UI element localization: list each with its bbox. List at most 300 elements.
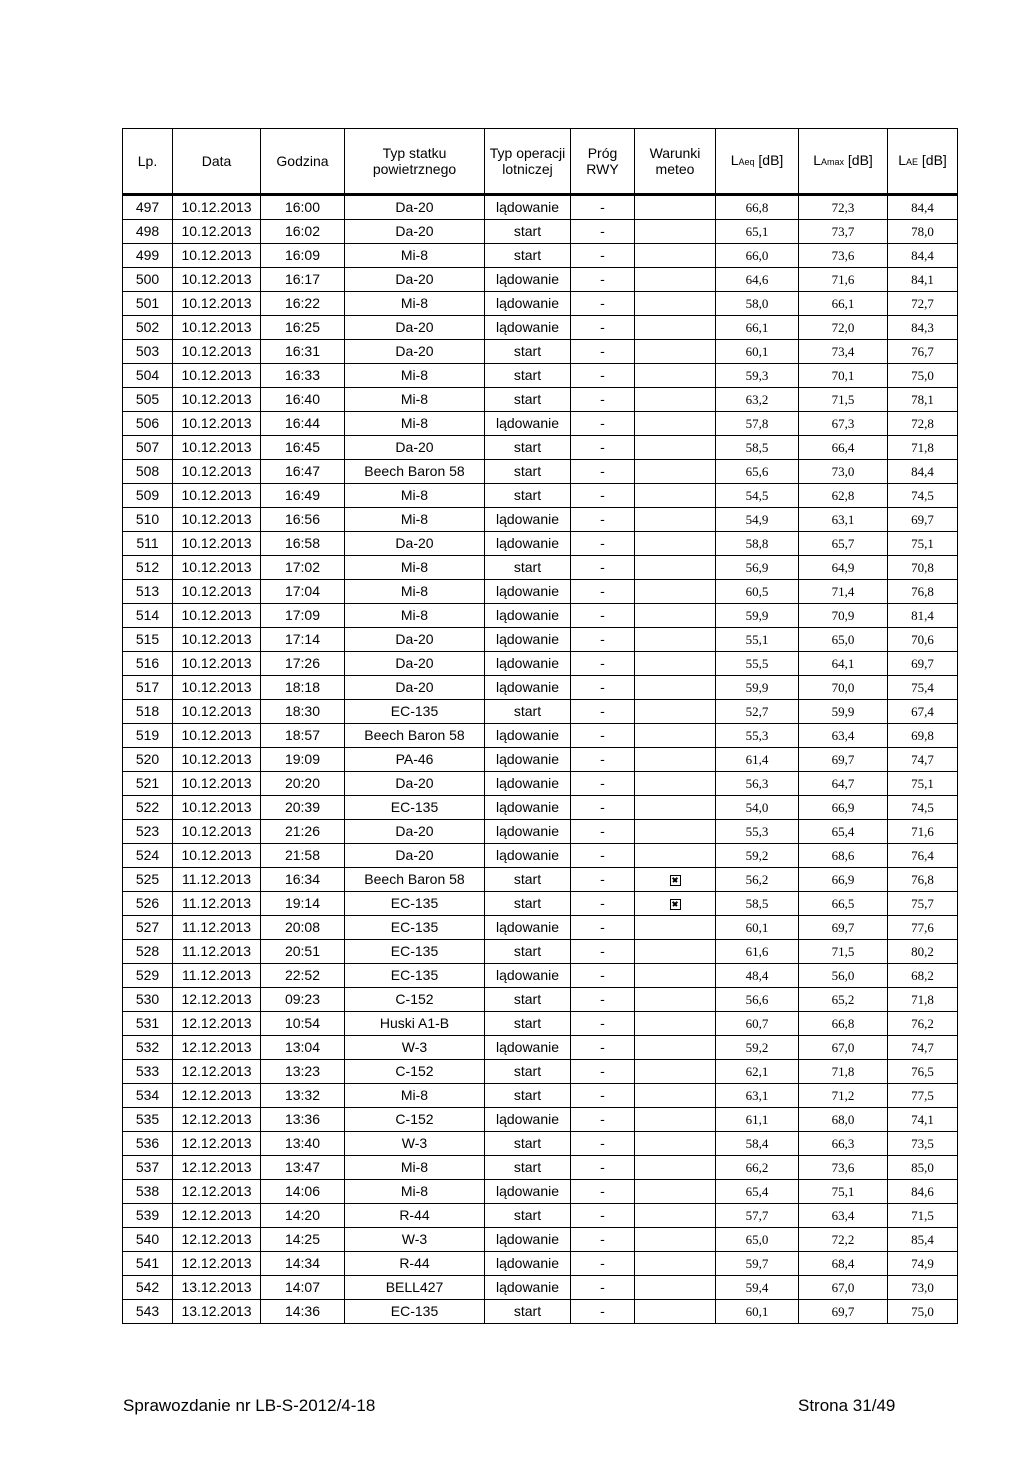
cell-typ-operacji: lądowanie [485, 772, 571, 796]
cell-warunki-meteo [635, 556, 716, 580]
table-row [123, 748, 958, 772]
cell-lp: 522 [123, 796, 173, 820]
cell-laeq: 66,8 [716, 195, 799, 220]
cell-lae: 69,7 [888, 508, 958, 532]
cell-typ-operacji: start [485, 556, 571, 580]
table-row [123, 316, 958, 340]
cell-lp: 498 [123, 220, 173, 244]
table-row [123, 1036, 958, 1060]
cell-godzina: 21:58 [261, 844, 345, 868]
cell-lp: 500 [123, 268, 173, 292]
cell-lamax: 68,4 [799, 1252, 888, 1276]
cell-godzina: 13:40 [261, 1132, 345, 1156]
cell-lp: 534 [123, 1084, 173, 1108]
cell-lamax: 71,5 [799, 940, 888, 964]
cell-warunki-meteo [635, 292, 716, 316]
cell-lae: 85,0 [888, 1156, 958, 1180]
cell-godzina: 16:34 [261, 868, 345, 892]
cell-lamax: 67,0 [799, 1036, 888, 1060]
cell-warunki-meteo [635, 484, 716, 508]
cell-data: 10.12.2013 [173, 484, 261, 508]
cell-warunki-meteo [635, 1204, 716, 1228]
cell-lae: 69,7 [888, 652, 958, 676]
cell-lamax: 62,8 [799, 484, 888, 508]
cell-typ-operacji: lądowanie [485, 292, 571, 316]
cell-typ-operacji: lądowanie [485, 964, 571, 988]
cell-data: 10.12.2013 [173, 628, 261, 652]
cell-data: 10.12.2013 [173, 460, 261, 484]
cell-lp: 539 [123, 1204, 173, 1228]
cell-warunki-meteo [635, 1060, 716, 1084]
header-data: Data [173, 129, 261, 195]
cell-lamax: 75,1 [799, 1180, 888, 1204]
cell-godzina: 09:23 [261, 988, 345, 1012]
cell-lp: 511 [123, 532, 173, 556]
cell-laeq: 59,2 [716, 1036, 799, 1060]
cell-laeq: 59,9 [716, 676, 799, 700]
cell-data: 10.12.2013 [173, 580, 261, 604]
cell-data: 10.12.2013 [173, 844, 261, 868]
cell-typ-statku: EC-135 [345, 700, 485, 724]
cell-typ-operacji: start [485, 244, 571, 268]
cell-laeq: 60,1 [716, 340, 799, 364]
cell-laeq: 66,1 [716, 316, 799, 340]
table-row [123, 724, 958, 748]
table-row [123, 412, 958, 436]
cell-godzina: 21:26 [261, 820, 345, 844]
cell-godzina: 17:04 [261, 580, 345, 604]
cell-warunki-meteo [635, 268, 716, 292]
cell-laeq: 57,7 [716, 1204, 799, 1228]
cell-lae: 85,4 [888, 1228, 958, 1252]
cell-lae: 76,5 [888, 1060, 958, 1084]
table-row [123, 1012, 958, 1036]
table-body [123, 195, 958, 1324]
cell-lae: 72,7 [888, 292, 958, 316]
cell-warunki-meteo [635, 796, 716, 820]
cell-typ-operacji: start [485, 1156, 571, 1180]
cell-prog-rwy: - [571, 772, 635, 796]
table-row [123, 1060, 958, 1084]
cell-laeq: 65,1 [716, 220, 799, 244]
cell-typ-operacji: lądowanie [485, 508, 571, 532]
cell-lp: 499 [123, 244, 173, 268]
header-lp: Lp. [123, 129, 173, 195]
cell-godzina: 20:08 [261, 916, 345, 940]
cell-data: 10.12.2013 [173, 724, 261, 748]
cell-lae: 84,6 [888, 1180, 958, 1204]
cell-laeq: 63,2 [716, 388, 799, 412]
cell-godzina: 17:09 [261, 604, 345, 628]
cell-lae: 77,6 [888, 916, 958, 940]
cell-typ-operacji: lądowanie [485, 916, 571, 940]
table-row [123, 1204, 958, 1228]
table-header-row [123, 129, 958, 195]
table-row [123, 220, 958, 244]
cell-data: 10.12.2013 [173, 796, 261, 820]
cell-prog-rwy: - [571, 316, 635, 340]
cell-lamax: 71,8 [799, 1060, 888, 1084]
cell-godzina: 16:47 [261, 460, 345, 484]
cell-lae: 76,4 [888, 844, 958, 868]
cell-lae: 73,0 [888, 1276, 958, 1300]
cell-prog-rwy: - [571, 748, 635, 772]
cell-lamax: 66,1 [799, 292, 888, 316]
cell-lamax: 65,2 [799, 988, 888, 1012]
cell-warunki-meteo [635, 364, 716, 388]
cell-laeq: 61,1 [716, 1108, 799, 1132]
cell-typ-statku: Mi-8 [345, 292, 485, 316]
cell-warunki-meteo [635, 1252, 716, 1276]
cell-data: 10.12.2013 [173, 676, 261, 700]
cell-typ-operacji: start [485, 484, 571, 508]
header-typ-statku: Typ statku powietrznego [345, 129, 485, 195]
cell-lamax: 66,3 [799, 1132, 888, 1156]
cell-laeq: 59,4 [716, 1276, 799, 1300]
cell-laeq: 62,1 [716, 1060, 799, 1084]
cell-lamax: 65,0 [799, 628, 888, 652]
cell-prog-rwy: - [571, 1252, 635, 1276]
table-row [123, 1228, 958, 1252]
report-number: Sprawozdanie nr LB-S-2012/4-18 [123, 1396, 376, 1415]
cell-warunki-meteo [635, 820, 716, 844]
cell-typ-operacji: lądowanie [485, 748, 571, 772]
cell-lae: 69,8 [888, 724, 958, 748]
cell-warunki-meteo [635, 195, 716, 220]
cell-warunki-meteo [635, 1012, 716, 1036]
cell-typ-operacji: start [485, 868, 571, 892]
cell-data: 12.12.2013 [173, 1252, 261, 1276]
cell-typ-statku: Mi-8 [345, 556, 485, 580]
cell-warunki-meteo [635, 1132, 716, 1156]
cell-laeq: 55,3 [716, 820, 799, 844]
cell-godzina: 20:51 [261, 940, 345, 964]
cell-lp: 510 [123, 508, 173, 532]
cell-data: 10.12.2013 [173, 820, 261, 844]
cell-godzina: 14:20 [261, 1204, 345, 1228]
cell-typ-statku: Da-20 [345, 844, 485, 868]
cell-typ-operacji: lądowanie [485, 796, 571, 820]
cell-godzina: 16:22 [261, 292, 345, 316]
cell-typ-statku: Mi-8 [345, 1156, 485, 1180]
cell-typ-operacji: lądowanie [485, 604, 571, 628]
cell-typ-operacji: lądowanie [485, 724, 571, 748]
header-typ-operacji: Typ operacji lotniczej [485, 129, 571, 195]
cell-lae: 75,4 [888, 676, 958, 700]
cell-data: 11.12.2013 [173, 964, 261, 988]
cell-lamax: 59,9 [799, 700, 888, 724]
cell-prog-rwy: - [571, 1060, 635, 1084]
cell-typ-statku: Da-20 [345, 340, 485, 364]
cell-typ-operacji: start [485, 1084, 571, 1108]
cell-warunki-meteo [635, 532, 716, 556]
cell-typ-operacji: lądowanie [485, 1276, 571, 1300]
cell-typ-statku: Huski A1-B [345, 1012, 485, 1036]
cell-laeq: 59,9 [716, 604, 799, 628]
flight-noise-table [122, 128, 958, 1324]
cell-godzina: 16:45 [261, 436, 345, 460]
cell-typ-statku: R-44 [345, 1204, 485, 1228]
cell-laeq: 66,2 [716, 1156, 799, 1180]
cell-lae: 70,6 [888, 628, 958, 652]
cell-lamax: 56,0 [799, 964, 888, 988]
cell-laeq: 55,3 [716, 724, 799, 748]
cell-laeq: 65,0 [716, 1228, 799, 1252]
cell-lamax: 66,8 [799, 1012, 888, 1036]
cell-typ-statku: Mi-8 [345, 388, 485, 412]
cell-typ-statku: Da-20 [345, 820, 485, 844]
cell-lp: 521 [123, 772, 173, 796]
cell-typ-statku: Mi-8 [345, 412, 485, 436]
cell-lae: 74,5 [888, 796, 958, 820]
cell-typ-statku: EC-135 [345, 1300, 485, 1324]
cell-warunki-meteo [635, 1180, 716, 1204]
cell-data: 10.12.2013 [173, 340, 261, 364]
cell-prog-rwy: - [571, 244, 635, 268]
cell-lp: 517 [123, 676, 173, 700]
cell-lp: 529 [123, 964, 173, 988]
cell-laeq: 64,6 [716, 268, 799, 292]
cell-lamax: 65,7 [799, 532, 888, 556]
cell-lp: 504 [123, 364, 173, 388]
cell-typ-statku: Beech Baron 58 [345, 460, 485, 484]
cell-typ-statku: Da-20 [345, 268, 485, 292]
cell-typ-operacji: start [485, 1300, 571, 1324]
cell-lp: 512 [123, 556, 173, 580]
cell-typ-statku: W-3 [345, 1132, 485, 1156]
cell-typ-statku: Da-20 [345, 676, 485, 700]
cell-typ-operacji: start [485, 340, 571, 364]
cell-typ-statku: Beech Baron 58 [345, 868, 485, 892]
cell-lamax: 63,1 [799, 508, 888, 532]
cell-prog-rwy: - [571, 820, 635, 844]
cell-laeq: 56,2 [716, 868, 799, 892]
cell-prog-rwy: - [571, 844, 635, 868]
cell-data: 12.12.2013 [173, 1060, 261, 1084]
cell-lae: 80,2 [888, 940, 958, 964]
cell-lae: 75,1 [888, 772, 958, 796]
cell-godzina: 17:02 [261, 556, 345, 580]
cell-lae: 78,0 [888, 220, 958, 244]
cell-typ-statku: Mi-8 [345, 364, 485, 388]
cell-prog-rwy: - [571, 796, 635, 820]
table-row [123, 1276, 958, 1300]
cell-lp: 506 [123, 412, 173, 436]
cell-data: 12.12.2013 [173, 1012, 261, 1036]
cell-prog-rwy: - [571, 340, 635, 364]
cell-lamax: 66,5 [799, 892, 888, 916]
cell-typ-operacji: lądowanie [485, 195, 571, 220]
cell-prog-rwy: - [571, 1300, 635, 1324]
cell-godzina: 14:34 [261, 1252, 345, 1276]
header-lamax: LAmax [dB] [799, 129, 888, 195]
cell-godzina: 16:49 [261, 484, 345, 508]
cell-data: 10.12.2013 [173, 268, 261, 292]
cell-lae: 72,8 [888, 412, 958, 436]
cell-lp: 514 [123, 604, 173, 628]
cell-lamax: 64,7 [799, 772, 888, 796]
cell-lamax: 67,0 [799, 1276, 888, 1300]
cell-lp: 505 [123, 388, 173, 412]
cell-prog-rwy: - [571, 868, 635, 892]
cell-data: 10.12.2013 [173, 532, 261, 556]
cell-prog-rwy: - [571, 1012, 635, 1036]
cell-lp: 538 [123, 1180, 173, 1204]
cell-typ-operacji: start [485, 460, 571, 484]
cell-laeq: 61,6 [716, 940, 799, 964]
cell-lae: 78,1 [888, 388, 958, 412]
cell-lp: 519 [123, 724, 173, 748]
cell-lae: 76,2 [888, 1012, 958, 1036]
cell-laeq: 59,2 [716, 844, 799, 868]
table-row [123, 292, 958, 316]
cell-prog-rwy: - [571, 1276, 635, 1300]
cell-data: 10.12.2013 [173, 700, 261, 724]
cell-typ-statku: EC-135 [345, 796, 485, 820]
table-row [123, 676, 958, 700]
cell-typ-operacji: start [485, 1060, 571, 1084]
cell-godzina: 17:26 [261, 652, 345, 676]
cell-laeq: 61,4 [716, 748, 799, 772]
cell-warunki-meteo [635, 1300, 716, 1324]
cell-typ-operacji: start [485, 988, 571, 1012]
cell-warunki-meteo [635, 868, 716, 892]
cell-lp: 537 [123, 1156, 173, 1180]
cell-warunki-meteo [635, 220, 716, 244]
cell-warunki-meteo [635, 844, 716, 868]
cell-lamax: 70,0 [799, 676, 888, 700]
cell-lp: 524 [123, 844, 173, 868]
table-row [123, 988, 958, 1012]
cell-godzina: 17:14 [261, 628, 345, 652]
cell-lp: 509 [123, 484, 173, 508]
cell-laeq: 55,5 [716, 652, 799, 676]
table-row [123, 195, 958, 220]
cell-data: 12.12.2013 [173, 988, 261, 1012]
cell-typ-statku: EC-135 [345, 916, 485, 940]
cell-lamax: 71,4 [799, 580, 888, 604]
cell-typ-operacji: lądowanie [485, 652, 571, 676]
cell-typ-statku: Da-20 [345, 195, 485, 220]
cell-warunki-meteo [635, 508, 716, 532]
cell-warunki-meteo [635, 244, 716, 268]
cell-typ-statku: C-152 [345, 1060, 485, 1084]
cell-data: 12.12.2013 [173, 1036, 261, 1060]
cell-lae: 84,1 [888, 268, 958, 292]
cell-prog-rwy: - [571, 700, 635, 724]
cell-lp: 533 [123, 1060, 173, 1084]
cell-prog-rwy: - [571, 1084, 635, 1108]
table-row [123, 964, 958, 988]
cell-laeq: 55,1 [716, 628, 799, 652]
cell-godzina: 20:20 [261, 772, 345, 796]
cell-typ-operacji: start [485, 220, 571, 244]
header-lae: LAE [dB] [888, 129, 958, 195]
cell-lamax: 66,9 [799, 796, 888, 820]
cell-typ-statku: Da-20 [345, 772, 485, 796]
cell-lp: 541 [123, 1252, 173, 1276]
cell-godzina: 16:17 [261, 268, 345, 292]
cell-godzina: 14:36 [261, 1300, 345, 1324]
cell-typ-operacji: lądowanie [485, 580, 571, 604]
cell-lae: 76,7 [888, 340, 958, 364]
table-row [123, 940, 958, 964]
table-row [123, 628, 958, 652]
cell-typ-statku: Da-20 [345, 652, 485, 676]
table-row [123, 868, 958, 892]
table-row [123, 1300, 958, 1324]
table-row [123, 532, 958, 556]
cell-lp: 513 [123, 580, 173, 604]
cell-prog-rwy: - [571, 1108, 635, 1132]
cell-laeq: 48,4 [716, 964, 799, 988]
cell-lamax: 72,0 [799, 316, 888, 340]
cell-prog-rwy: - [571, 532, 635, 556]
cell-godzina: 13:47 [261, 1156, 345, 1180]
table-row [123, 1156, 958, 1180]
cell-prog-rwy: - [571, 940, 635, 964]
cell-warunki-meteo [635, 412, 716, 436]
cell-godzina: 16:25 [261, 316, 345, 340]
cell-lamax: 73,4 [799, 340, 888, 364]
cell-warunki-meteo [635, 1108, 716, 1132]
cell-typ-operacji: start [485, 892, 571, 916]
cell-lae: 67,4 [888, 700, 958, 724]
cell-lamax: 71,6 [799, 268, 888, 292]
cell-data: 12.12.2013 [173, 1180, 261, 1204]
cell-typ-statku: PA-46 [345, 748, 485, 772]
cell-typ-statku: W-3 [345, 1228, 485, 1252]
cell-lp: 520 [123, 748, 173, 772]
cell-laeq: 65,4 [716, 1180, 799, 1204]
cell-typ-operacji: lądowanie [485, 1252, 571, 1276]
cell-lamax: 73,6 [799, 244, 888, 268]
cell-data: 10.12.2013 [173, 748, 261, 772]
cell-godzina: 16:56 [261, 508, 345, 532]
cell-laeq: 56,9 [716, 556, 799, 580]
cell-prog-rwy: - [571, 1156, 635, 1180]
table-row [123, 604, 958, 628]
cell-laeq: 58,5 [716, 892, 799, 916]
cell-lae: 75,0 [888, 364, 958, 388]
cell-typ-statku: Mi-8 [345, 580, 485, 604]
cell-typ-statku: EC-135 [345, 940, 485, 964]
cell-laeq: 58,4 [716, 1132, 799, 1156]
cell-prog-rwy: - [571, 1204, 635, 1228]
cell-typ-operacji: lądowanie [485, 844, 571, 868]
table-row [123, 460, 958, 484]
cell-lp: 526 [123, 892, 173, 916]
cell-typ-operacji: start [485, 1132, 571, 1156]
cell-lamax: 63,4 [799, 724, 888, 748]
table-row [123, 820, 958, 844]
cell-lp: 515 [123, 628, 173, 652]
cell-prog-rwy: - [571, 364, 635, 388]
cell-typ-statku: EC-135 [345, 892, 485, 916]
cell-lp: 531 [123, 1012, 173, 1036]
cell-lamax: 67,3 [799, 412, 888, 436]
cell-data: 10.12.2013 [173, 220, 261, 244]
cell-lae: 75,1 [888, 532, 958, 556]
cell-prog-rwy: - [571, 1180, 635, 1204]
cell-typ-statku: Mi-8 [345, 1084, 485, 1108]
cell-laeq: 60,1 [716, 1300, 799, 1324]
cell-typ-statku: Mi-8 [345, 508, 485, 532]
cell-lp: 518 [123, 700, 173, 724]
cell-typ-operacji: lądowanie [485, 412, 571, 436]
cell-lae: 75,7 [888, 892, 958, 916]
cell-typ-statku: Da-20 [345, 220, 485, 244]
